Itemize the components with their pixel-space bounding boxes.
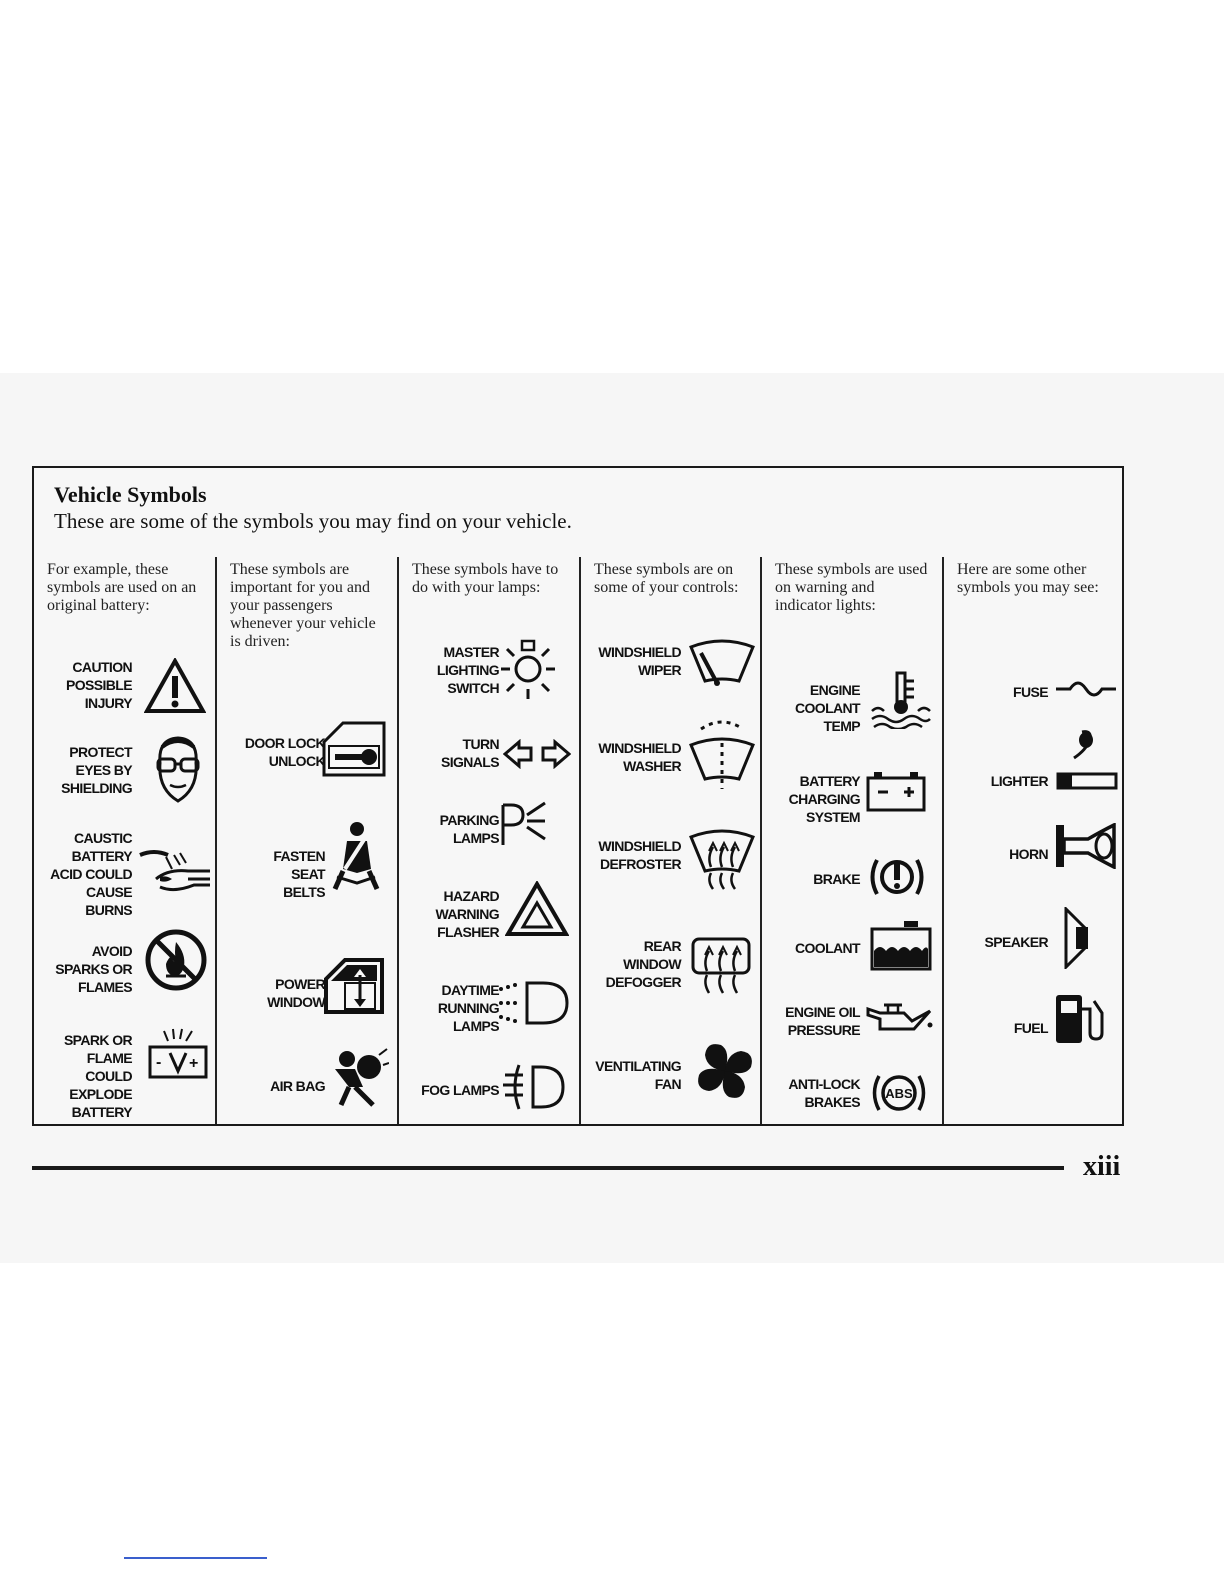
horn-icon [1054, 823, 1118, 869]
fan-icon [693, 1039, 757, 1103]
symbol-label: ENGINE COOLANT TEMP [794, 682, 860, 734]
footer-rule [32, 1166, 1064, 1170]
symbol-label: DAYTIME RUNNING LAMPS [437, 982, 499, 1034]
master-lighting-icon [499, 639, 557, 701]
lighter-icon [1056, 730, 1118, 792]
battery-icon [866, 772, 926, 812]
column-warning-lights [762, 557, 944, 1124]
symbol-label: WINDSHIELD DEFROSTER [598, 838, 681, 872]
daytime-running-lamp-icon [497, 979, 571, 1027]
symbol-label: CAUSTIC BATTERY ACID COULD CAUSE BURNS [50, 830, 132, 918]
symbol-label: FOG LAMPS [421, 1082, 499, 1098]
symbol-label: HORN [1009, 846, 1048, 862]
door-lock-icon [321, 720, 387, 778]
page-number: xiii [1083, 1151, 1121, 1182]
symbol-label: DOOR LOCK UNLOCK [244, 735, 325, 769]
speaker-icon [1062, 907, 1092, 969]
svg-text:+: + [189, 1055, 199, 1072]
svg-text:-: - [156, 1054, 162, 1071]
symbol-label: PROTECT EYES BY SHIELDING [61, 744, 132, 796]
face-goggles-icon [150, 733, 206, 805]
brake-warning-icon [868, 852, 926, 902]
power-window-icon [323, 957, 385, 1015]
windshield-wiper-icon [687, 637, 757, 689]
symbol-label: VENTILATING FAN [595, 1058, 681, 1092]
turn-signal-arrows-icon [503, 739, 571, 769]
abs-icon [870, 1069, 928, 1117]
abs-icon-text: ABS [885, 1086, 913, 1101]
symbol-label: AIR BAG [270, 1078, 325, 1094]
symbol-label: FUSE [1013, 684, 1048, 700]
symbol-label: ENGINE OIL PRESSURE [785, 1004, 860, 1038]
column-intro: These symbols are important for you and your passengers whenever your vehicle is driven: [230, 561, 376, 650]
oil-can-icon [864, 1001, 936, 1035]
symbol-label: FASTEN SEAT BELTS [273, 848, 325, 900]
warning-triangle-icon [144, 658, 206, 714]
section-title: Vehicle Symbols [54, 482, 207, 507]
column-intro: For example, these symbols are used on an original battery: [47, 561, 197, 614]
symbol-label: BRAKE [813, 871, 860, 887]
column-intro: These symbols are used on warning and indicator lights: [775, 561, 928, 614]
symbol-label: FUEL [1013, 1020, 1048, 1036]
exploding-battery-icon [146, 1027, 210, 1083]
symbol-label: ANTI-LOCK BRAKES [788, 1076, 860, 1110]
vehicle-symbols-panel [32, 466, 1124, 1126]
acid-hand-icon [138, 845, 212, 899]
symbol-label: BATTERY CHARGING SYSTEM [788, 773, 860, 825]
symbol-label: TURN SIGNALS [440, 736, 499, 770]
column-battery [34, 557, 217, 1124]
fuse-icon [1054, 677, 1118, 701]
symbol-label: CAUTION POSSIBLE INJURY [66, 659, 132, 711]
windshield-defroster-icon [687, 827, 757, 891]
symbol-label: SPEAKER [984, 934, 1048, 950]
symbol-label: MASTER LIGHTING SWITCH [436, 644, 499, 696]
column-occupants [217, 557, 399, 1124]
section-subtitle: These are some of the symbols you may find on your vehicle. [54, 509, 572, 533]
fog-lamp-icon [501, 1063, 567, 1111]
column-controls [581, 557, 762, 1124]
symbol-label: LIGHTER [990, 773, 1048, 789]
rear-defogger-icon [689, 935, 753, 995]
symbol-label: POWER WINDOW [267, 976, 325, 1010]
windshield-washer-icon [687, 715, 757, 791]
coolant-temp-icon [868, 671, 934, 729]
hazard-triangle-icon [505, 881, 569, 937]
no-flame-icon [144, 928, 208, 992]
column-other [944, 557, 1122, 1124]
symbol-label: WINDSHIELD WIPER [598, 644, 681, 678]
symbol-label: WINDSHIELD WASHER [598, 740, 681, 774]
symbol-label: AVOID SPARKS OR FLAMES [55, 943, 132, 995]
column-intro: These symbols are on some of your controls: [594, 561, 739, 596]
seat-belt-icon [327, 821, 383, 897]
column-intro: These symbols have to do with your lamps: [412, 561, 559, 596]
parking-lamp-icon [499, 801, 549, 847]
symbol-label: SPARK OR FLAME COULD EXPLODE BATTERY [63, 1032, 132, 1120]
column-lamps [399, 557, 581, 1124]
symbol-label: COOLANT [794, 940, 860, 956]
fuel-pump-icon [1054, 993, 1104, 1045]
column-intro: Here are some other symbols you may see: [957, 561, 1099, 596]
bottom-link-underline[interactable] [124, 1557, 267, 1559]
symbol-label: REAR WINDOW DEFOGGER [605, 938, 681, 990]
symbol-label: HAZARD WARNING FLASHER [435, 888, 499, 940]
air-bag-icon [327, 1047, 389, 1109]
coolant-level-icon [870, 919, 932, 971]
symbol-label: PARKING LAMPS [439, 812, 499, 846]
